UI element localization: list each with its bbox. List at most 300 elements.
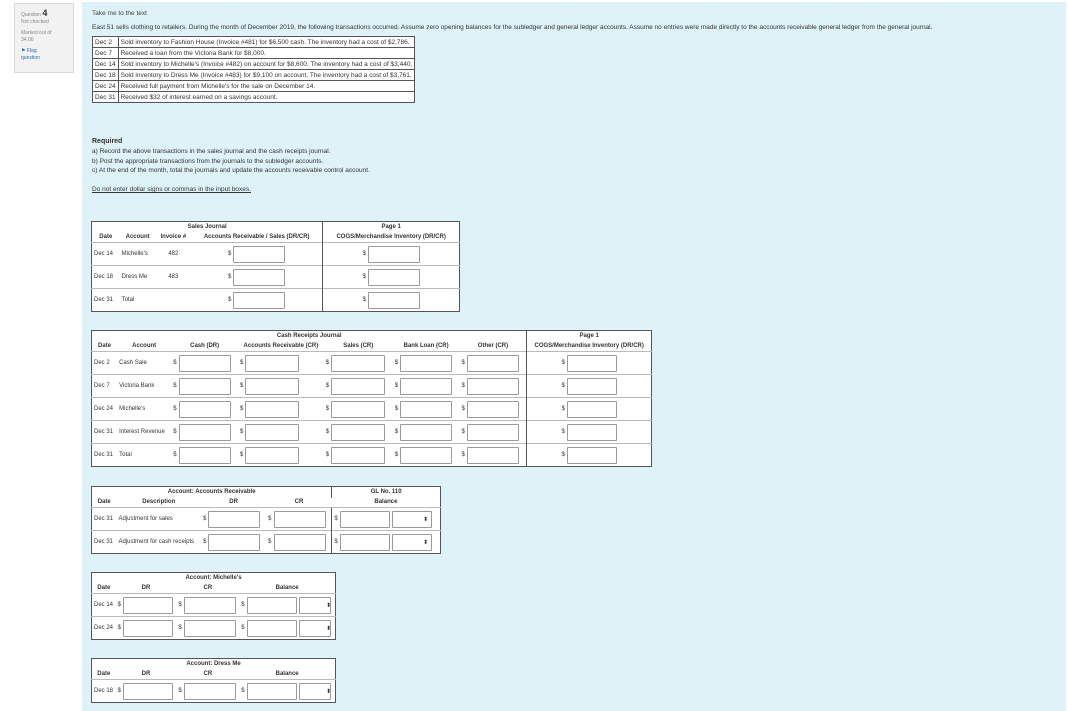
- dressme-ledger-title: Account: Dress Me: [186, 661, 241, 668]
- dollar-sign: $: [203, 516, 207, 522]
- transaction-row: [93, 59, 415, 70]
- ar-input[interactable]: [245, 424, 299, 441]
- other-input[interactable]: [467, 401, 519, 418]
- col-header-date: Date: [97, 671, 111, 678]
- row-invoice: 483: [156, 266, 191, 289]
- dr-td: [201, 508, 266, 531]
- other-input-cell: [462, 355, 519, 372]
- col-header-cogs: COGS/Merchandise Inventory (DR/CR): [323, 233, 460, 243]
- question-info-panel: [14, 3, 74, 73]
- other-input-td: [460, 375, 527, 398]
- sales-input-cell: [326, 355, 385, 372]
- sales-input[interactable]: [331, 447, 385, 464]
- balance-cell: [241, 597, 330, 614]
- cash-input[interactable]: [179, 401, 231, 418]
- dr-td: [116, 617, 177, 640]
- dollar-sign: $: [325, 383, 330, 389]
- col-header-date: Date: [98, 343, 112, 350]
- dr-input-cell: [118, 597, 173, 614]
- cash-input[interactable]: [179, 447, 231, 464]
- select-arrows-icon: ⬍: [326, 688, 332, 695]
- bank-loan-input-cell: [395, 447, 452, 464]
- sales-journal-row: [92, 289, 460, 312]
- flag-icon: ⚑: [21, 48, 26, 55]
- col-header-cash: Cash (DR): [190, 343, 220, 350]
- dollar-sign: $: [268, 539, 272, 545]
- cogs-input-td: [527, 375, 652, 398]
- row-invoice: [156, 289, 191, 312]
- ar-input[interactable]: [245, 378, 299, 395]
- cogs-input[interactable]: [567, 401, 617, 418]
- other-input[interactable]: [467, 355, 519, 372]
- cr-input-cell: [268, 534, 325, 551]
- row-account: Interest Revenue: [117, 421, 171, 444]
- flag-question-button[interactable]: ⚑ Flag question: [21, 48, 40, 62]
- ar-input-td: [238, 398, 324, 421]
- dr-input[interactable]: [208, 534, 260, 551]
- dollar-sign: $: [394, 429, 399, 435]
- cr-td: [266, 531, 332, 554]
- dollar-sign: $: [461, 383, 465, 389]
- cogs-input[interactable]: [567, 447, 617, 464]
- dollar-sign: $: [240, 360, 244, 366]
- bank-loan-input-td: [393, 375, 460, 398]
- cash-input-cell: [173, 401, 230, 418]
- sales-journal-table: [91, 221, 460, 312]
- dollar-sign: $: [394, 383, 399, 389]
- ar-input[interactable]: [245, 355, 299, 372]
- ar-input-td: [238, 352, 324, 375]
- cash-journal-row: [92, 421, 652, 444]
- col-header-sales: Sales (CR): [343, 343, 374, 350]
- col-header-dr: DR: [229, 499, 238, 506]
- cr-td: [176, 680, 239, 703]
- dr-input[interactable]: [123, 683, 173, 700]
- cogs-input-cell: [562, 447, 617, 464]
- transaction-row: [93, 92, 415, 103]
- dollar-sign: $: [394, 360, 399, 366]
- cash-input-td: [171, 421, 238, 444]
- ledger-row: [92, 680, 336, 703]
- cogs-input[interactable]: [368, 269, 420, 286]
- bank-loan-input-cell: [395, 355, 452, 372]
- cash-journal-row: [92, 444, 652, 467]
- dr-input[interactable]: [123, 597, 173, 614]
- sales-input[interactable]: [331, 378, 385, 395]
- row-account: Victoria Bank: [117, 375, 171, 398]
- ar-ledger-row: [92, 508, 441, 531]
- dollar-sign: $: [173, 406, 177, 412]
- row-date: Dec 31: [92, 444, 118, 467]
- other-input[interactable]: [467, 378, 519, 395]
- ar-sales-input[interactable]: [233, 269, 285, 286]
- dollar-sign: $: [362, 274, 366, 280]
- cr-input[interactable]: [274, 511, 326, 528]
- transaction-row: [93, 48, 415, 59]
- balance-input[interactable]: [247, 620, 297, 637]
- ar-sales-cell: [191, 243, 323, 266]
- question-intro: East 51 sells clothing to retailers. During the month of December 2019, the following transactions occurred. Assume zero opening balances for the subledger and general ledger accounts. Assume no entries were made directly to the accounts receivable general ledger from the general journal.: [92, 24, 933, 31]
- col-header-cr: CR: [294, 499, 304, 506]
- cr-input-cell: [268, 511, 325, 528]
- required-section: [92, 137, 1056, 175]
- bank-loan-input[interactable]: [400, 447, 452, 464]
- dollar-sign: $: [228, 251, 232, 257]
- ar-ledger-gl-no: GL No. 110: [332, 487, 441, 498]
- row-account: Cash Sale: [117, 352, 171, 375]
- row-description: Adjustment for sales: [116, 508, 201, 531]
- sales-input[interactable]: [331, 355, 385, 372]
- sales-input-td: [324, 421, 393, 444]
- cogs-input-cell: [362, 269, 419, 286]
- dollar-sign: $: [117, 625, 121, 631]
- cash-receipts-journal-table: [91, 330, 652, 467]
- sales-input[interactable]: [331, 424, 385, 441]
- cash-input[interactable]: [179, 424, 231, 441]
- cash-journal-title: Cash Receipts Journal: [276, 333, 342, 340]
- ar-ledger-title: Account: Accounts Receivable: [167, 489, 256, 496]
- balance-td: [332, 531, 441, 554]
- dollar-sign: $: [461, 360, 465, 366]
- dollar-sign: $: [325, 452, 330, 458]
- balance-td: [239, 594, 335, 617]
- bank-loan-input[interactable]: [400, 378, 452, 395]
- dr-input[interactable]: [208, 511, 260, 528]
- dollar-sign: $: [241, 688, 245, 694]
- sales-input-td: [324, 375, 393, 398]
- sales-input-td: [324, 398, 393, 421]
- ar-sales-input-cell: [228, 292, 285, 309]
- bank-loan-input[interactable]: [400, 424, 452, 441]
- dollar-sign: $: [461, 406, 465, 412]
- cogs-input-td: [527, 421, 652, 444]
- cash-journal-row: [92, 375, 652, 398]
- row-date: Dec 31: [92, 508, 117, 531]
- cash-journal-row: [92, 352, 652, 375]
- row-date: Dec 2: [92, 352, 118, 375]
- cogs-input-cell: [562, 378, 617, 395]
- question-status: Not checked: [21, 19, 49, 26]
- bank-loan-input-td: [393, 398, 460, 421]
- transactions-table: [92, 36, 415, 103]
- ar-input-cell: [240, 447, 299, 464]
- dollar-sign: $: [240, 383, 244, 389]
- ar-input[interactable]: [245, 447, 299, 464]
- question-number: Question 4: [21, 8, 48, 18]
- michelles-ledger-title: Account: Michelle's: [185, 575, 242, 582]
- dollar-sign: $: [117, 688, 121, 694]
- balance-input[interactable]: [247, 597, 297, 614]
- transaction-date: Dec 2: [93, 37, 119, 48]
- ar-sales-input[interactable]: [233, 292, 285, 309]
- dollar-sign: $: [561, 360, 565, 366]
- col-header-invoice: Invoice #: [160, 234, 187, 241]
- cogs-input-cell: [562, 424, 617, 441]
- dollar-sign: $: [561, 383, 565, 389]
- dr-input-cell: [203, 534, 260, 551]
- col-header-cogs: COGS/Merchandise Inventory (DR/CR): [527, 342, 652, 352]
- dollar-sign: $: [268, 516, 272, 522]
- dollar-sign: $: [325, 429, 330, 435]
- transaction-date: Dec 31: [93, 92, 119, 103]
- dollar-sign: $: [178, 602, 182, 608]
- other-input-td: [460, 352, 527, 375]
- select-arrows-icon: ⬍: [326, 625, 332, 632]
- ar-input-cell: [240, 355, 299, 372]
- other-input-td: [460, 421, 527, 444]
- other-input-cell: [462, 447, 519, 464]
- other-input-cell: [462, 378, 519, 395]
- cash-input-td: [171, 398, 238, 421]
- row-date: Dec 31: [92, 421, 118, 444]
- select-arrows-icon: ⬍: [423, 516, 429, 523]
- sales-input-cell: [326, 424, 385, 441]
- col-header-date: Date: [97, 585, 111, 592]
- row-account: Total: [117, 444, 171, 467]
- ar-input-cell: [240, 401, 299, 418]
- dollar-sign: $: [173, 452, 177, 458]
- select-arrows-icon: ⬍: [423, 539, 429, 546]
- dollar-sign: $: [561, 452, 565, 458]
- bank-loan-input[interactable]: [400, 401, 452, 418]
- dollar-sign: $: [334, 516, 338, 522]
- ar-sales-cell: [191, 266, 323, 289]
- dr-input[interactable]: [123, 620, 173, 637]
- bank-loan-input[interactable]: [400, 355, 452, 372]
- col-header-balance: Balance: [275, 671, 299, 678]
- cash-input[interactable]: [179, 378, 231, 395]
- balance-cell: [334, 534, 431, 551]
- other-input-cell: [462, 401, 519, 418]
- cogs-input[interactable]: [368, 292, 420, 309]
- cash-journal-row: [92, 398, 652, 421]
- balance-td: [239, 617, 335, 640]
- col-header-cr: CR: [203, 671, 213, 678]
- dollar-sign: $: [240, 429, 244, 435]
- other-input-td: [460, 444, 527, 467]
- dr-td: [116, 680, 177, 703]
- sales-journal-row: [92, 243, 460, 266]
- ar-input-td: [238, 444, 324, 467]
- dollar-sign: $: [178, 688, 182, 694]
- col-header-dr: DR: [141, 585, 151, 592]
- ar-input-cell: [240, 378, 299, 395]
- dollar-sign: $: [325, 360, 330, 366]
- col-header-balance: Balance: [374, 499, 398, 506]
- transaction-row: [93, 37, 415, 48]
- cogs-input[interactable]: [368, 246, 420, 263]
- row-account: Dress Me: [120, 266, 156, 289]
- ar-input[interactable]: [245, 401, 299, 418]
- dr-input-cell: [118, 620, 173, 637]
- sales-input-cell: [326, 378, 385, 395]
- dollar-sign: $: [461, 429, 465, 435]
- sales-journal-title: Sales Journal: [187, 224, 227, 231]
- ar-input-td: [238, 375, 324, 398]
- take-me-to-text-link[interactable]: Take me to the text: [92, 10, 147, 17]
- select-arrows-icon: ⬍: [326, 602, 332, 609]
- col-header-cr: CR: [203, 585, 213, 592]
- dollar-sign: $: [117, 602, 121, 608]
- dollar-sign: $: [240, 406, 244, 412]
- col-header-ar: Accounts Receivable (CR): [243, 343, 319, 350]
- sales-input[interactable]: [331, 401, 385, 418]
- row-account: Michelle's: [117, 398, 171, 421]
- cogs-input[interactable]: [567, 378, 617, 395]
- ar-ledger-row: [92, 531, 441, 554]
- col-header-ar-sales: Accounts Receivable / Sales (DR/CR): [203, 234, 310, 241]
- cash-input-cell: [173, 378, 230, 395]
- dollar-sign: $: [394, 406, 399, 412]
- cash-input-cell: [173, 355, 230, 372]
- dollar-sign: $: [203, 539, 207, 545]
- balance-cell: [334, 511, 431, 528]
- transaction-text: Sold inventory to Michelle's (Invoice #482) on account for $8,600. The inventory had a cost of $3,440.: [118, 59, 415, 70]
- cr-input[interactable]: [184, 620, 236, 637]
- required-item-a: a) Record the above transactions in the sales journal and the cash receipts journal.: [92, 148, 331, 156]
- sales-input-cell: [326, 447, 385, 464]
- balance-type-select[interactable]: [392, 511, 432, 528]
- cr-input[interactable]: [184, 597, 236, 614]
- transaction-text: Received $32 of interest earned on a savings account.: [118, 92, 415, 103]
- transaction-date: Dec 7: [93, 48, 119, 59]
- cr-input[interactable]: [274, 534, 326, 551]
- row-account: Total: [120, 289, 156, 312]
- dr-td: [116, 594, 177, 617]
- ar-ledger-table: [91, 486, 441, 554]
- cash-journal-page: Page 1: [527, 331, 652, 342]
- transaction-row: [93, 70, 415, 81]
- cogs-cell: [323, 266, 460, 289]
- dollar-sign: $: [362, 297, 366, 303]
- cogs-input[interactable]: [567, 355, 617, 372]
- sales-input-cell: [326, 401, 385, 418]
- cogs-cell: [323, 289, 460, 312]
- dollar-sign: $: [241, 602, 245, 608]
- other-input-td: [460, 398, 527, 421]
- bank-loan-input-cell: [395, 401, 452, 418]
- row-date: Dec 7: [92, 375, 118, 398]
- col-header-date: Date: [97, 499, 111, 506]
- dollar-sign: $: [228, 274, 232, 280]
- col-header-balance: Balance: [275, 585, 299, 592]
- col-header-account: Account: [125, 234, 150, 241]
- input-instruction-note: Do not enter dollar signs or commas in the input boxes.: [92, 186, 251, 194]
- dollar-sign: $: [325, 406, 330, 412]
- cr-input-cell: [178, 597, 235, 614]
- sales-journal-row: [92, 266, 460, 289]
- required-item-b: b) Post the appropriate transactions from the journals to the subledger accounts.: [92, 157, 324, 165]
- cr-td: [176, 617, 239, 640]
- cr-input-cell: [178, 683, 235, 700]
- required-item-c: c) At the end of the month, total the journals and update the accounts receivable control account.: [92, 166, 370, 174]
- marked-label: Marked out of: [21, 29, 52, 36]
- row-account: Michelle's: [120, 243, 156, 266]
- balance-type-select[interactable]: [392, 534, 432, 551]
- cr-input[interactable]: [184, 683, 236, 700]
- transaction-date: Dec 14: [93, 59, 119, 70]
- ar-sales-cell: [191, 289, 323, 312]
- cr-input-cell: [178, 620, 235, 637]
- row-date: Dec 24: [92, 617, 116, 640]
- cash-input-td: [171, 352, 238, 375]
- dollar-sign: $: [461, 452, 465, 458]
- dollar-sign: $: [241, 625, 245, 631]
- dr-input-cell: [203, 511, 260, 528]
- cogs-cell: [323, 243, 460, 266]
- balance-td: [239, 680, 335, 703]
- balance-td: [332, 508, 441, 531]
- balance-cell: [241, 683, 330, 700]
- dollar-sign: $: [394, 452, 399, 458]
- transaction-text: Sold inventory to Fashion House (Invoice #481) for $6,500 cash. The inventory had a cost of $2,786.: [118, 37, 415, 48]
- cr-td: [266, 508, 332, 531]
- bank-loan-input-cell: [395, 378, 452, 395]
- balance-type-select[interactable]: [299, 683, 331, 700]
- balance-input[interactable]: [247, 683, 297, 700]
- row-date: Dec 24: [92, 398, 118, 421]
- bank-loan-input-td: [393, 444, 460, 467]
- transaction-row: [93, 81, 415, 92]
- row-date: Dec 14: [92, 594, 116, 617]
- sales-journal-page: Page 1: [323, 222, 460, 233]
- dollar-sign: $: [561, 406, 565, 412]
- transaction-text: Received full payment from Michelle's for the sale on December 14.: [118, 81, 415, 92]
- row-date: Dec 18: [92, 266, 120, 289]
- cash-input-td: [171, 375, 238, 398]
- balance-cell: [241, 620, 330, 637]
- balance-input[interactable]: [340, 511, 390, 528]
- row-description: Adjustment for cash receipts: [116, 531, 201, 554]
- balance-input[interactable]: [340, 534, 390, 551]
- dressme-ledger-table: [91, 658, 336, 703]
- sales-input-td: [324, 352, 393, 375]
- cash-input-cell: [173, 447, 230, 464]
- cash-input-cell: [173, 424, 230, 441]
- ar-sales-input-cell: [228, 246, 285, 263]
- dollar-sign: $: [334, 539, 338, 545]
- transaction-text: Sold inventory to Dress Me (Invoice #483) for $9,100 on account. The inventory had a cost of $3,761.: [118, 70, 415, 81]
- cogs-input-cell: [362, 292, 419, 309]
- balance-type-select[interactable]: [299, 597, 331, 614]
- dr-input-cell: [118, 683, 173, 700]
- marked-value: 34.00: [21, 36, 34, 43]
- transaction-date: Dec 18: [93, 70, 119, 81]
- dr-td: [201, 531, 266, 554]
- col-header-date: Date: [99, 234, 113, 241]
- other-input[interactable]: [467, 424, 519, 441]
- cogs-input-td: [527, 398, 652, 421]
- michelles-ledger-table: [91, 572, 336, 640]
- col-header-bank-loan: Bank Loan (CR): [403, 343, 449, 350]
- other-input[interactable]: [467, 447, 519, 464]
- col-header-dr: DR: [141, 671, 151, 678]
- sales-input-td: [324, 444, 393, 467]
- cogs-input-cell: [362, 246, 419, 263]
- cr-td: [176, 594, 239, 617]
- cogs-input-td: [527, 352, 652, 375]
- transaction-text: Received a loan from the Victoria Bank for $8,000.: [118, 48, 415, 59]
- dollar-sign: $: [362, 251, 366, 257]
- cogs-input[interactable]: [567, 424, 617, 441]
- ar-sales-input[interactable]: [233, 246, 285, 263]
- transaction-date: Dec 24: [93, 81, 119, 92]
- balance-type-select[interactable]: [299, 620, 331, 637]
- bank-loan-input-td: [393, 352, 460, 375]
- cash-input[interactable]: [179, 355, 231, 372]
- required-heading: Required: [92, 138, 123, 145]
- cash-input-td: [171, 444, 238, 467]
